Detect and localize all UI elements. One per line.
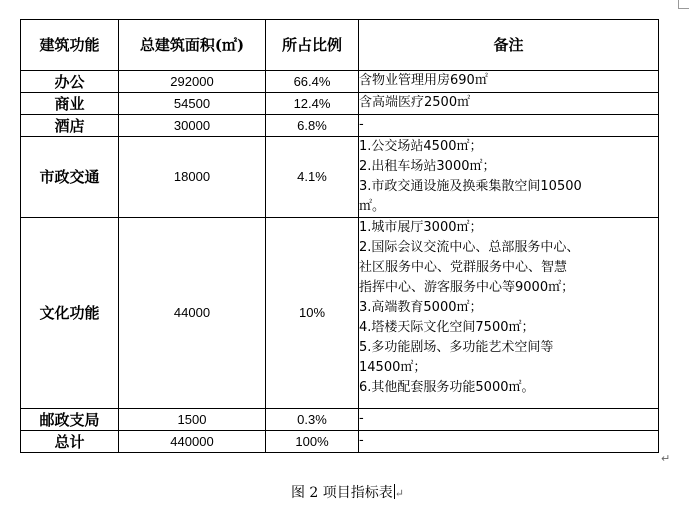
cell-area: 292000 [119,71,266,93]
remark-line: 1.城市展厅3000㎡； [359,220,483,235]
table-row-post-office [21,409,659,431]
table-row-municipal-transport [21,137,659,218]
page-corner-mark [678,0,689,9]
cell-area: 440000 [119,431,266,453]
cell-ratio: 6.8% [266,115,359,137]
remark-line: 3.高端教育5000㎡； [359,300,483,315]
remark-line: 3.市政交通设施及换乘集散空间10500 [359,179,582,194]
remark-line: 2.国际会议交流中心、总部服务中心、 [359,240,580,255]
table-caption[interactable] [0,482,695,502]
remark-line: 1.公交场站4500㎡； [359,139,483,154]
cell-remarks [359,409,659,431]
cell-area: 44000 [119,218,266,409]
cell-function: 文化功能 [21,218,119,409]
remark-line: 含物业管理用房690㎡ [359,73,488,88]
remark-line: 含高端医疗2500㎡ [359,95,471,110]
project-index-table [20,19,659,453]
cell-function: 办公 [21,71,119,93]
cell-area: 18000 [119,137,266,218]
cell-area: 1500 [119,409,266,431]
cell-function: 酒店 [21,115,119,137]
table-row-office [21,71,659,93]
cell-remarks [359,137,659,218]
cell-ratio: 12.4% [266,93,359,115]
remark-line: ㎡。 [359,199,386,214]
cell-ratio: 66.4% [266,71,359,93]
remark-line: 社区服务中心、党群服务中心、智慧 [359,260,568,275]
cell-remarks [359,431,659,453]
cell-area: 54500 [119,93,266,115]
cell-remarks [359,218,659,409]
cell-ratio: 10% [266,218,359,409]
table-row-total [21,431,659,453]
cell-function: 邮政支局 [21,409,119,431]
cell-ratio: 0.3% [266,409,359,431]
cell-function: 市政交通 [21,137,119,218]
caption-text: 图 2 项目指标表 [290,485,393,501]
caption-return-mark: ↵ [394,487,405,500]
header-total-area: 总建筑面积(㎡) [119,20,266,71]
cell-area: 30000 [119,115,266,137]
remark-line: 6.其他配套服务功能5000㎡。 [359,380,535,395]
cell-remarks [359,93,659,115]
cell-ratio: 4.1% [266,137,359,218]
paragraph-return-mark: ↵ [661,452,671,465]
table-row-cultural [21,218,659,409]
cell-ratio: 100% [266,431,359,453]
remark-line: - [359,411,364,426]
header-ratio: 所占比例 [266,20,359,71]
cell-remarks [359,71,659,93]
cell-remarks [359,115,659,137]
table-row-commercial [21,93,659,115]
remark-line: 5.多功能剧场、多功能艺术空间等 [359,340,554,355]
table-row-hotel [21,115,659,137]
remark-line: - [359,117,364,132]
header-building-function: 建筑功能 [21,20,119,71]
cell-function: 总计 [21,431,119,453]
remark-line: 4.塔楼天际文化空间7500㎡； [359,320,535,335]
cell-function: 商业 [21,93,119,115]
table-header-row [21,20,659,71]
remark-line: 2.出租车场站3000㎡； [359,159,496,174]
remark-line: 14500㎡； [359,360,427,375]
header-remarks: 备注 [359,20,659,71]
remark-line: - [359,433,364,448]
remark-line: 指挥中心、游客服务中心等9000㎡； [359,280,575,295]
